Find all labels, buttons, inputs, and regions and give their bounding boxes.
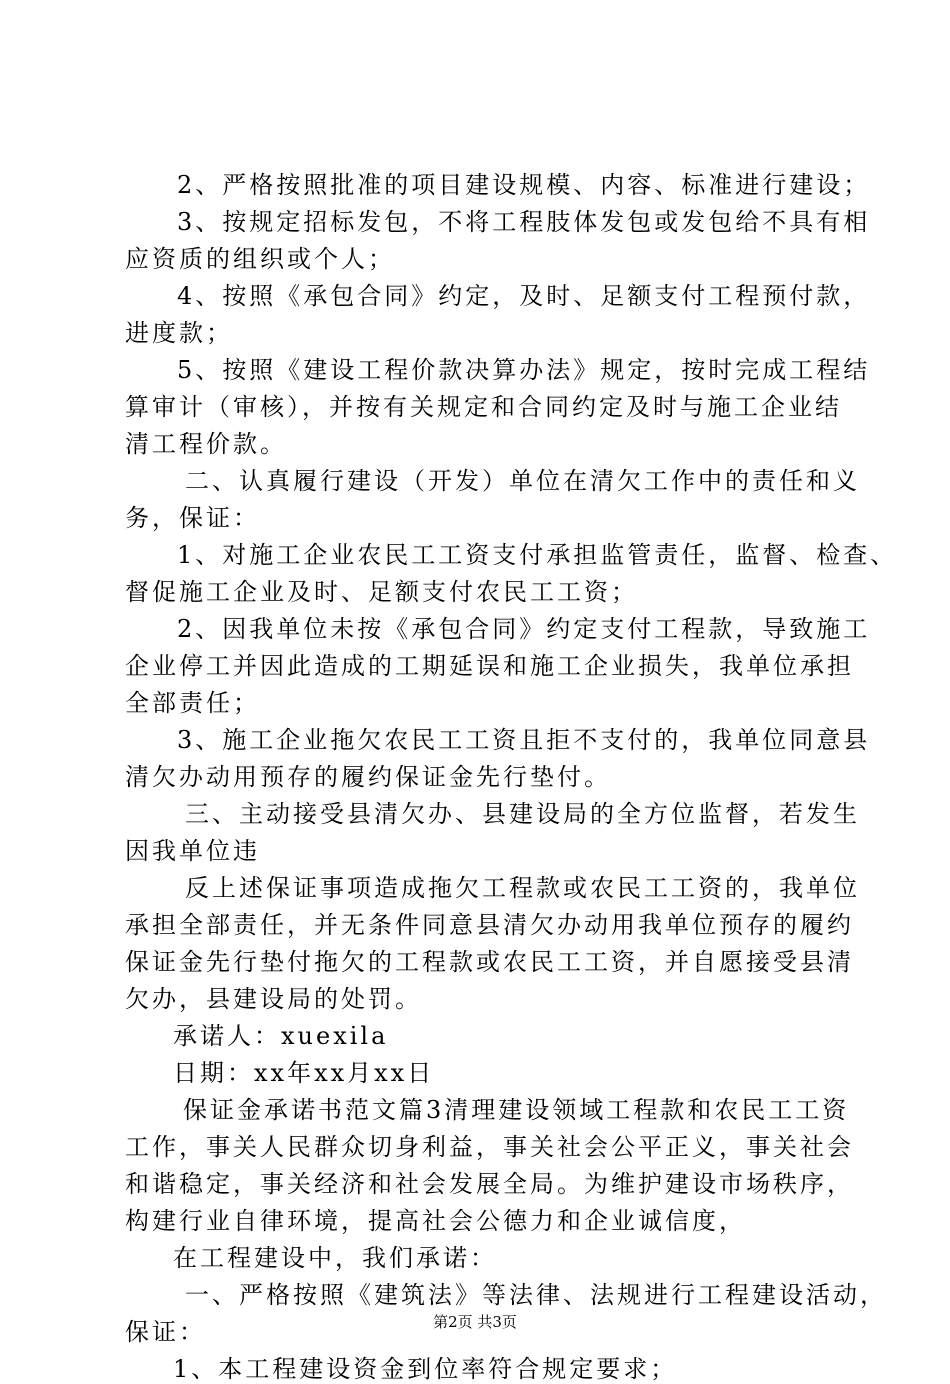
signatory-line: 承诺人：xuexila — [173, 1022, 389, 1050]
text-line: 保证金先行垫付拖欠的工程款或农民工工资，并自愿接受县清 — [125, 948, 854, 976]
text-line: 三、主动接受县清欠办、县建设局的全方位监督，若发生 — [185, 800, 860, 828]
text-line: 5、按照《建设工程价款决算办法》规定，按时完成工程结 — [177, 356, 871, 384]
text-line: 清工程价款。 — [125, 430, 287, 458]
text-line: 督促施工企业及时、足额支付农民工工资； — [125, 578, 638, 606]
text-line: 反上述保证事项造成拖欠工程款或农民工工资的，我单位 — [185, 874, 860, 902]
text-line: 2、严格按照批准的项目建设规模、内容、标准进行建设； — [177, 171, 871, 199]
text-line: 全部责任； — [125, 689, 260, 717]
text-line: 因我单位违 — [125, 837, 260, 865]
text-line: 3、按规定招标发包，不将工程肢体发包或发包给不具有相 — [177, 208, 871, 236]
text-line: 进度款； — [125, 319, 233, 347]
text-line: 1、对施工企业农民工工资支付承担监管责任，监督、检查、 — [177, 541, 898, 569]
text-line: 承担全部责任，并无条件同意县清欠办动用我单位预存的履约 — [125, 911, 854, 939]
text-line: 应资质的组织或个人； — [125, 245, 395, 273]
text-line: 一、严格按照《建筑法》等法律、法规进行工程建设活动， — [185, 1281, 887, 1309]
text-line: 算审计（审核），并按有关规定和合同约定及时与施工企业结 — [125, 393, 842, 421]
text-line: 1、本工程建设资金到位率符合规定要求； — [173, 1355, 678, 1383]
text-line: 清欠办动用预存的履约保证金先行垫付。 — [125, 763, 611, 791]
text-line: 工作，事关人民群众切身利益，事关社会公平正义，事关社会 — [125, 1133, 854, 1161]
text-line: 企业停工并因此造成的工期延误和施工企业损失，我单位承担 — [125, 652, 854, 680]
text-line: 2、因我单位未按《承包合同》约定支付工程款，导致施工 — [177, 615, 871, 643]
text-line: 在工程建设中，我们承诺： — [173, 1244, 497, 1272]
text-line: 保证金承诺书范文篇3清理建设领域工程款和农民工工资 — [183, 1096, 850, 1124]
text-line: 二、认真履行建设（开发）单位在清欠工作中的责任和义 — [185, 467, 860, 495]
page-number-footer: 第2页 共3页 — [433, 1313, 517, 1331]
text-line: 务，保证： — [125, 504, 260, 532]
text-line: 4、按照《承包合同》约定，及时、足额支付工程预付款， — [177, 282, 871, 310]
text-line: 欠办，县建设局的处罚。 — [125, 985, 422, 1013]
text-line: 构建行业自律环境，提高社会公德力和企业诚信度， — [125, 1207, 746, 1235]
text-line: 和谐稳定，事关经济和社会发展全局。为维护建设市场秩序， — [125, 1170, 854, 1198]
text-line: 保证： — [125, 1318, 206, 1346]
text-line: 3、施工企业拖欠农民工工资且拒不支付的，我单位同意县 — [177, 726, 871, 754]
date-line: 日期：xx年xx月xx日 — [173, 1059, 435, 1087]
